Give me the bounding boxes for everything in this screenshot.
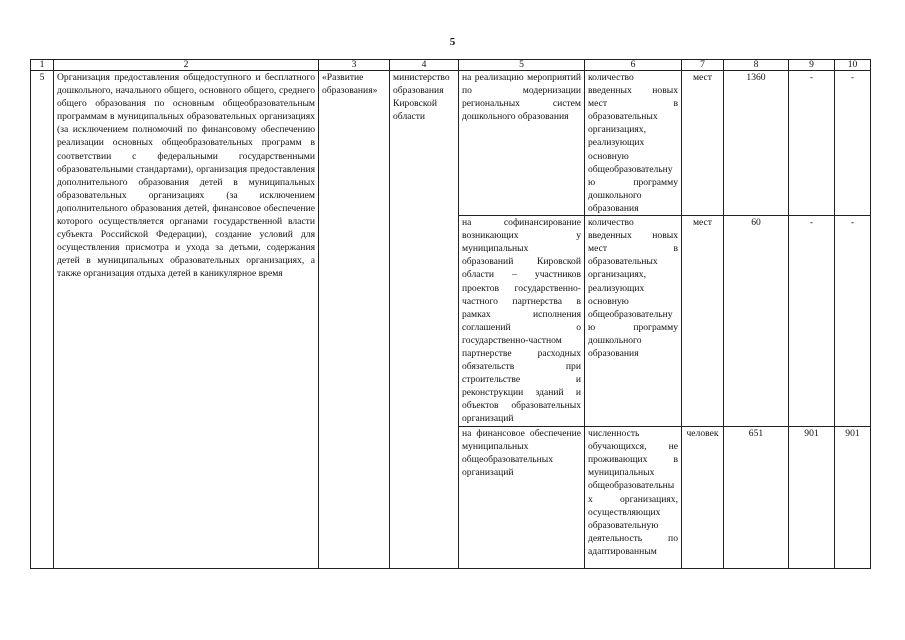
header-row bbox=[31, 60, 871, 71]
value-col-10: 901 bbox=[835, 427, 871, 569]
row-number: 5 bbox=[31, 71, 54, 569]
result-indicator: количество введенных новых мест в образовательных организациях, реализующих основную общеобразовательную программу дошкольного образования bbox=[585, 71, 682, 216]
header-cell-10: 10 bbox=[835, 60, 871, 71]
value-col-9: - bbox=[789, 216, 835, 427]
header-cell-9: 9 bbox=[789, 60, 835, 71]
unit-of-measure: мест bbox=[682, 216, 724, 427]
table-row bbox=[31, 71, 871, 216]
value-col-10: - bbox=[835, 216, 871, 427]
value-col-8: 1360 bbox=[724, 71, 789, 216]
result-indicator: количество введенных новых мест в образовательных организациях, реализующих основную общеобразовательную программу дошкольного образования bbox=[585, 216, 682, 427]
value-col-8: 651 bbox=[724, 427, 789, 569]
value-col-8: 60 bbox=[724, 216, 789, 427]
unit-of-measure: мест bbox=[682, 71, 724, 216]
header-cell-7: 7 bbox=[682, 60, 724, 71]
header-cell-5: 5 bbox=[459, 60, 585, 71]
program-name: «Развитие образования» bbox=[319, 71, 390, 569]
value-col-10: - bbox=[835, 71, 871, 216]
subsidy-purpose: на финансовое обеспечение муниципальных общеобразовательных организаций bbox=[459, 427, 585, 569]
value-col-9: - bbox=[789, 71, 835, 216]
result-indicator: численность обучающихся, не проживающих в муниципальных общеобразовательных организациях, осуществляющих образовательную деятельность по адаптированным bbox=[585, 427, 682, 569]
header-cell-2: 2 bbox=[54, 60, 319, 71]
header-cell-1: 1 bbox=[31, 60, 54, 71]
header-cell-4: 4 bbox=[390, 60, 459, 71]
subsidy-purpose: на реализацию мероприятий по модернизации региональных систем дошкольного образования bbox=[459, 71, 585, 216]
allocation-table bbox=[30, 59, 871, 569]
page-number: 5 bbox=[449, 36, 456, 48]
value-col-9: 901 bbox=[789, 427, 835, 569]
row-description: Организация предоставления общедоступного и бесплатного дошкольного, начального общего, основного общего, среднего общего образования по основным общеобразовательным программам в муниципальных образовательных организациях (за исключением полномочий по финансовому обеспечению реализации основных общеобразовательных программ в соответствии с федеральными государственными образовательными стандартами), организация предоставления дополнительного образования детей в муниципальных образовательных организациях (за исключением дополнительного образования детей, финансовое обеспечение которого осуществляется органами государственной власти субъекта Российской Федерации), создание условий для осуществления присмотра и ухода за детьми, содержания детей в муниципальных образовательных организациях, а также организация отдыха детей в каникулярное время bbox=[54, 71, 319, 569]
responsible-ministry: министерство образования Кировской области bbox=[390, 71, 459, 569]
subsidy-purpose: на софинансирование возникающих у муниципальных образований Кировской области – участников проектов государственно-частного партнерства в рамках исполнения соглашений о государственно-частном партнерстве расходных обязательств при строительстве и реконструкции зданий и объектов образовательных организаций bbox=[459, 216, 585, 427]
header-cell-3: 3 bbox=[319, 60, 390, 71]
unit-of-measure: человек bbox=[682, 427, 724, 569]
header-cell-8: 8 bbox=[724, 60, 789, 71]
header-cell-6: 6 bbox=[585, 60, 682, 71]
